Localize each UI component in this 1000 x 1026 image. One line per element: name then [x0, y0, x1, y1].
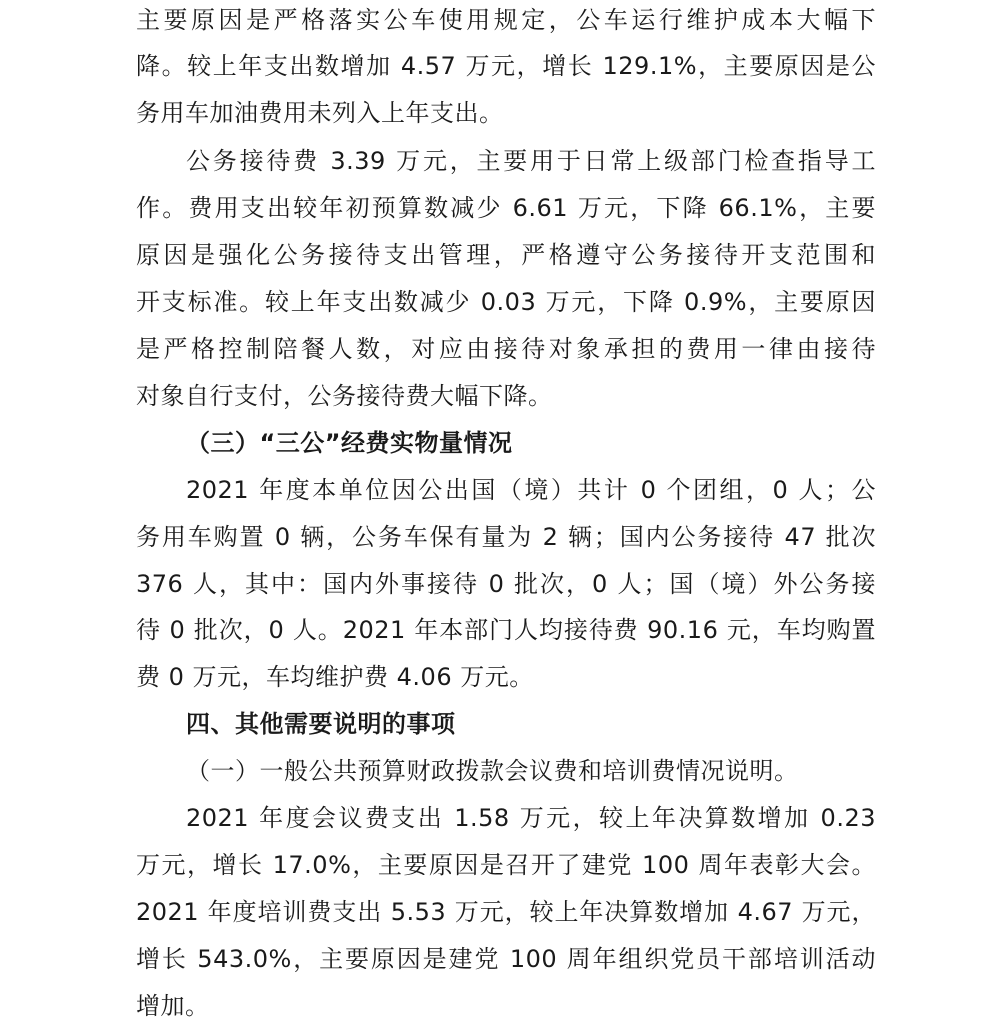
text-line: 公务接待费 3.39 万元，主要用于日常上级部门检查指导工: [186, 147, 876, 175]
text-line: 376 人，其中：国内外事接待 0 批次，0 人；国（境）外公务接: [136, 570, 876, 598]
section-heading-four: 四、其他需要说明的事项: [186, 710, 456, 738]
text-line: 原因是强化公务接待支出管理，严格遵守公务接待开支范围和: [136, 241, 876, 269]
text-line: 万元，增长 17.0%，主要原因是召开了建党 100 周年表彰大会。: [136, 851, 876, 879]
subheading-one: （一）一般公共预算财政拨款会议费和培训费情况说明。: [186, 757, 799, 785]
text-line: 主要原因是严格落实公车使用规定，公车运行维护成本大幅下: [136, 6, 876, 34]
text-line: 对象自行支付，公务接待费大幅下降。: [136, 382, 553, 410]
text-line: 待 0 批次，0 人。2021 年本部门人均接待费 90.16 元，车均购置: [136, 616, 876, 644]
text-line: 增加。: [136, 992, 210, 1020]
text-line: 2021 年度会议费支出 1.58 万元，较上年决算数增加 0.23: [186, 804, 876, 832]
text-line: 作。费用支出较年初预算数减少 6.61 万元，下降 66.1%，主要: [136, 194, 876, 222]
text-line: 务用车购置 0 辆，公务车保有量为 2 辆；国内公务接待 47 批次: [136, 523, 876, 551]
text-line: 务用车加油费用未列入上年支出。: [136, 99, 504, 127]
text-line: 增长 543.0%，主要原因是建党 100 周年组织党员干部培训活动: [136, 945, 876, 973]
text-line: 2021 年度本单位因公出国（境）共计 0 个团组，0 人；公: [186, 476, 876, 504]
text-line: 2021 年度培训费支出 5.53 万元，较上年决算数增加 4.67 万元，: [136, 898, 876, 926]
text-line: 开支标准。较上年支出数减少 0.03 万元，下降 0.9%，主要原因: [136, 288, 876, 316]
text-line: 是严格控制陪餐人数，对应由接待对象承担的费用一律由接待: [136, 335, 876, 363]
text-line: 降。较上年支出数增加 4.57 万元，增长 129.1%，主要原因是公: [136, 52, 876, 80]
subheading-three-public: （三）“三公”经费实物量情况: [186, 429, 513, 457]
text-line: 费 0 万元，车均维护费 4.06 万元。: [136, 663, 534, 691]
